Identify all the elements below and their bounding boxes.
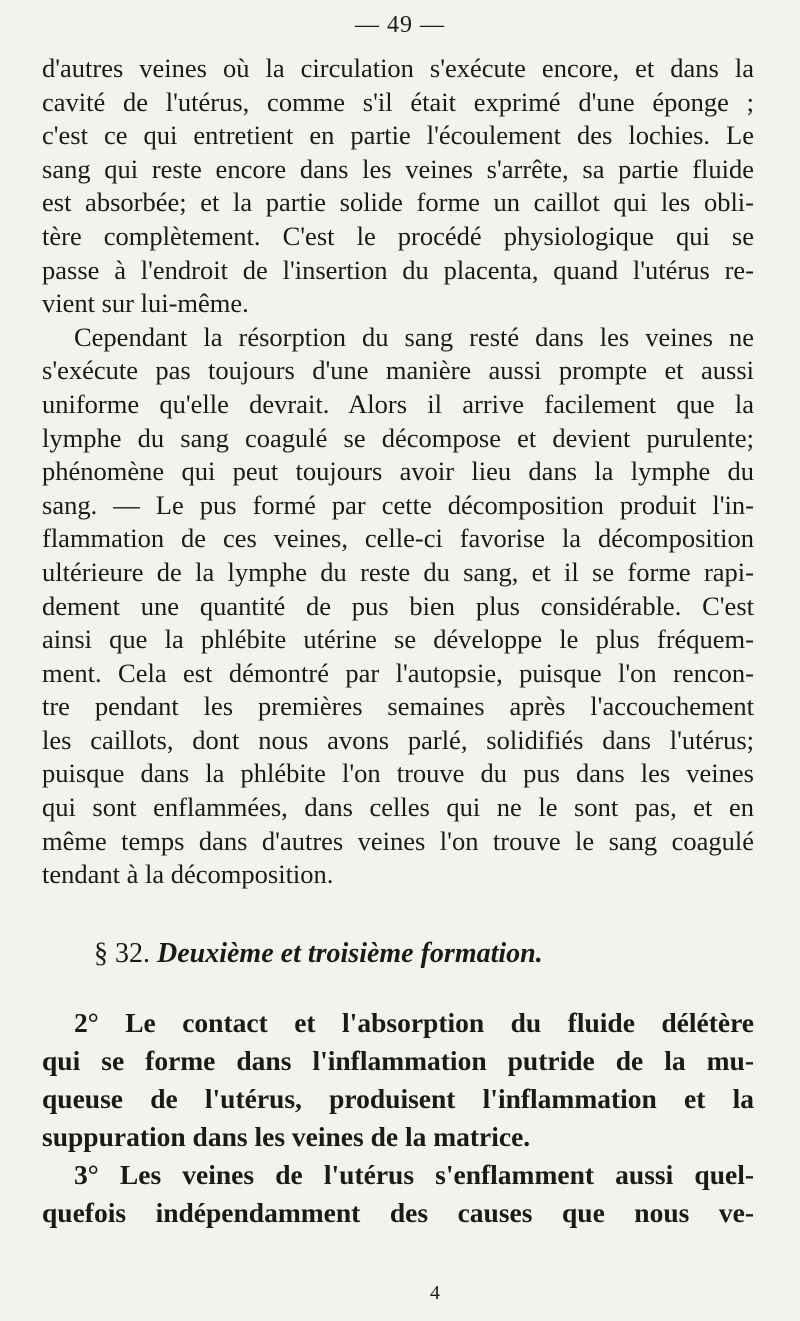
- text-line: suppuration dans les veines de la matrice.: [42, 1120, 531, 1152]
- text-line: sang qui reste encore dans les veines s'arrête, sa partie fluide: [42, 153, 754, 184]
- text-line: ment. Cela est démontré par l'autopsie, puisque l'on rencon-: [42, 657, 754, 688]
- text-line: est absorbée; et la partie solide forme un caillot qui les obli-: [42, 187, 754, 218]
- paragraph-3: [42, 1004, 754, 1156]
- text-line: même temps dans d'autres veines l'on trouve le sang coagulé: [42, 825, 754, 856]
- text-line: Cependant la résorption du sang resté dans les veines ne: [74, 321, 754, 352]
- text-line: ainsi que la phlébite utérine se développe le plus fréquem-: [42, 624, 754, 655]
- paragraph-4: [42, 1156, 754, 1232]
- text-line: cavité de l'utérus, comme s'il était exprimé d'une éponge ;: [42, 86, 754, 117]
- page-content: [42, 52, 754, 1232]
- text-line: 3° Les veines de l'utérus s'enflamment aussi quel-: [74, 1158, 754, 1190]
- text-line: quefois indépendamment des causes que nous ve-: [42, 1196, 754, 1228]
- text-line: d'autres veines où la circulation s'exécute encore, et dans la: [42, 53, 754, 83]
- text-line: s'exécute pas toujours d'une manière aussi prompte et aussi: [42, 355, 754, 386]
- section-heading: [42, 938, 754, 970]
- text-line: sang. — Le pus formé par cette décomposition produit l'in-: [42, 489, 754, 520]
- text-line: 2° Le contact et l'absorption du fluide délétère: [74, 1006, 754, 1038]
- text-line: vient sur lui-même.: [42, 288, 249, 319]
- text-line: flammation de ces veines, celle-ci favorise la décomposition: [42, 523, 754, 554]
- text-line: phénomène qui peut toujours avoir lieu dans la lymphe du: [42, 456, 754, 487]
- text-line: qui se forme dans l'inflammation putride de la mu-: [42, 1044, 754, 1076]
- text-line: passe à l'endroit de l'insertion du placenta, quand l'utérus re-: [42, 254, 754, 285]
- text-line: dement une quantité de pus bien plus considérable. C'est: [42, 590, 754, 621]
- text-line: ultérieure de la lymphe du reste du sang, et il se forme rapi-: [42, 556, 754, 587]
- text-line: tère complètement. C'est le procédé physiologique qui se: [42, 220, 754, 251]
- signature-mark: 4: [430, 1282, 440, 1304]
- paragraph-2: [42, 321, 754, 892]
- text-line: tre pendant les premières semaines après l'accouchement: [42, 691, 754, 722]
- text-line: uniforme qu'elle devrait. Alors il arrive facilement que la: [42, 388, 754, 419]
- text-line: lymphe du sang coagulé se décompose et devient purulente;: [42, 422, 754, 453]
- page-number: — 49 —: [355, 12, 445, 38]
- text-line: tendant à la décomposition.: [42, 859, 334, 890]
- text-line: c'est ce qui entretient en partie l'écoulement des lochies. Le: [42, 120, 754, 151]
- text-line: queuse de l'utérus, produisent l'inflammation et la: [42, 1082, 754, 1114]
- section-title: Deuxième et troisième formation.: [157, 937, 543, 969]
- text-line: puisque dans la phlébite l'on trouve du pus dans les veines: [42, 758, 754, 789]
- text-line: les caillots, dont nous avons parlé, solidifiés dans l'utérus;: [42, 724, 754, 755]
- paragraph-1: [42, 52, 754, 321]
- text-line: qui sont enflammées, dans celles qui ne le sont pas, et en: [42, 792, 754, 823]
- section-number: § 32.: [94, 937, 150, 969]
